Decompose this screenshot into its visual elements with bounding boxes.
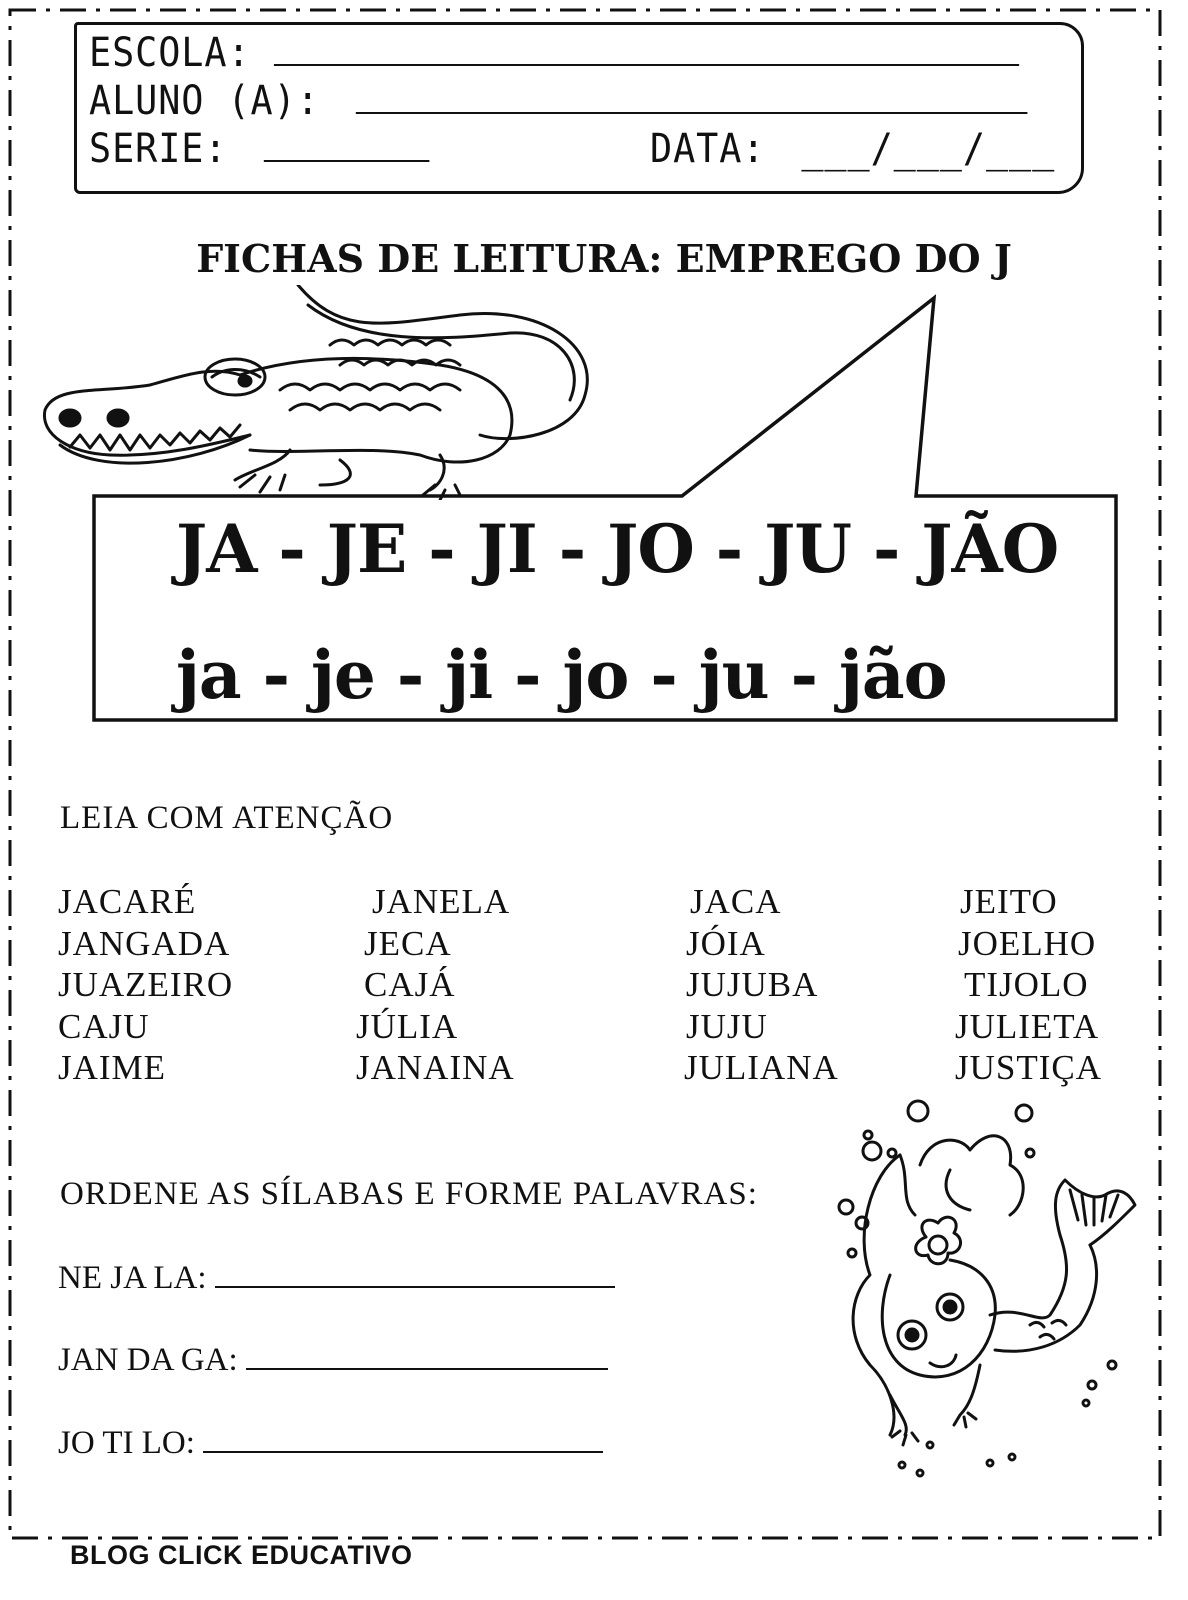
reading-word: JÓIA — [686, 924, 766, 963]
answer-line[interactable] — [215, 1262, 615, 1288]
school-label: ESCOLA: — [89, 30, 251, 76]
exercise-syllables: JO TI LO: — [58, 1425, 195, 1461]
school-field[interactable] — [274, 34, 1019, 66]
exercise-label: ORDENE AS SÍLABAS E FORME PALAVRAS: — [60, 1176, 758, 1212]
exercise-item — [58, 1425, 603, 1462]
reading-label: LEIA COM ATENÇÃO — [60, 800, 394, 836]
school-line — [89, 31, 1019, 75]
mermaid-illustration — [830, 1095, 1150, 1485]
reading-word: JAIME — [58, 1048, 167, 1087]
grade-label: SERIE: — [89, 126, 228, 172]
reading-word: JUSTIÇA — [955, 1048, 1103, 1087]
exercise-syllables: NE JA LA: — [58, 1260, 207, 1296]
exercise-syllables: JAN DA GA: — [58, 1342, 238, 1378]
reading-word: CAJU — [58, 1007, 150, 1046]
exercise-item — [58, 1342, 608, 1379]
syllables-lowercase: ja - je - ji - jo - ju - jão — [176, 636, 947, 714]
reading-word: JANGADA — [58, 924, 231, 963]
date-label: DATA: — [649, 126, 766, 172]
reading-word: JECA — [364, 924, 452, 963]
reading-word: JACARÉ — [58, 882, 197, 921]
student-info-box — [74, 22, 1084, 194]
reading-word: JUJUBA — [686, 965, 819, 1004]
answer-line[interactable] — [246, 1344, 608, 1370]
worksheet-title: FICHAS DE LEITURA: EMPREGO DO J — [196, 236, 1012, 281]
reading-word: CAJÁ — [364, 965, 456, 1004]
answer-line[interactable] — [203, 1427, 603, 1453]
reading-word: TIJOLO — [964, 965, 1089, 1004]
reading-word: JANELA — [372, 882, 511, 921]
reading-word: JUJU — [686, 1007, 768, 1046]
student-line — [89, 79, 1027, 123]
date-field[interactable]: ___/___/___ — [801, 126, 1056, 172]
student-field[interactable] — [356, 82, 1028, 114]
footer-credit: BLOG CLICK EDUCATIVO — [70, 1540, 413, 1570]
reading-word: JACA — [690, 882, 782, 921]
student-label: ALUNO (A): — [89, 78, 320, 124]
reading-word: JUAZEIRO — [58, 965, 234, 1004]
grade-field[interactable] — [263, 130, 429, 162]
reading-word: JEITO — [960, 882, 1058, 921]
exercise-item — [58, 1260, 615, 1297]
reading-word: JULIANA — [684, 1048, 839, 1087]
reading-word: JANAINA — [356, 1048, 515, 1087]
syllables-uppercase: JA - JE - JI - JO - JU - JÃO — [176, 510, 1059, 588]
reading-word: JÚLIA — [356, 1007, 459, 1046]
reading-word: JOELHO — [958, 924, 1097, 963]
grade-date-line — [89, 127, 1055, 171]
reading-word: JULIETA — [955, 1007, 1100, 1046]
